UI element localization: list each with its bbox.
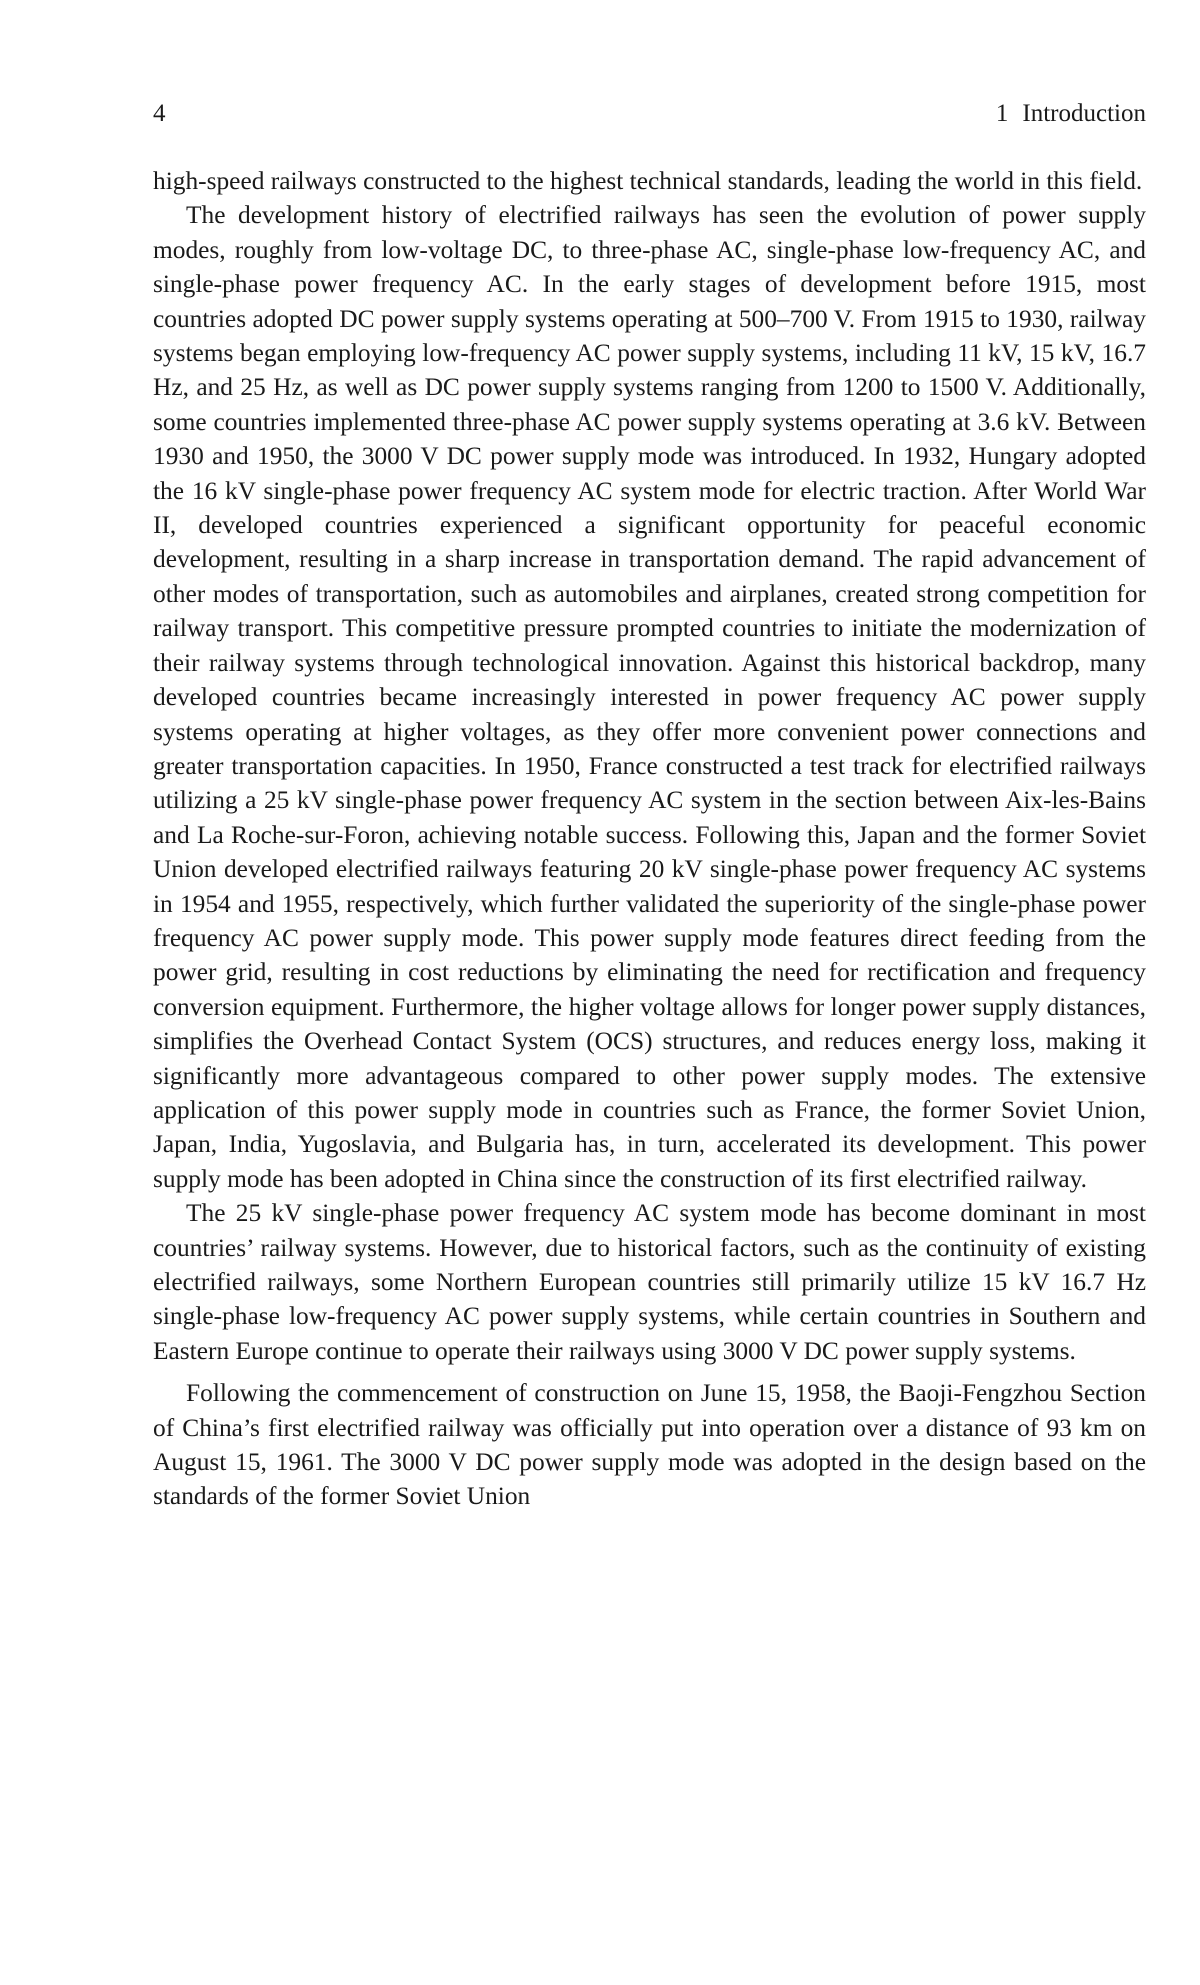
paragraph-continuation: high-speed railways constructed to the highest technical standards, leading the world in this field.	[153, 167, 1143, 195]
paragraph-history: The development history of electrified railways has seen the evolution of power supply modes, roughly from low-voltage DC, to three-phase AC, single-phase low-frequency AC, and single-phase power frequency AC. In the early stages of development before 1915, most countries adopted DC power supply systems operating at 500–700 V. From 1915 to 1930, railway systems began employing low-frequency AC power supply systems, including 11 kV, 15 kV, 16.7 Hz, and 25 Hz, as well as DC power supply systems ranging from 1200 to 1500 V. Additionally, some countries implemented three-phase AC power supply systems operating at 3.6 kV. Between 1930 and 1950, the 3000 V DC power supply mode was introduced. In 1932, Hungary adopted the 16 kV single-phase power frequency AC system mode for electric traction. After World War II, developed countries experienced a significant opportunity for peaceful economic development, resulting in a sharp increase in transportation demand. The rapid advancement of other modes of transportation, such as automobiles and airplanes, created strong competition for railway transport. This competitive pressure prompted countries to initiate the modernization of their railway systems through technological innovation. Against this historical backdrop, many developed countries became increasingly interested in power frequency AC power supply systems operating at higher voltages, as they offer more convenient power connections and greater transportation capacities. In 1950, France constructed a test track for electrified railways utilizing a 25 kV single-phase power frequency AC system in the section between Aix-les-Bains and La Roche-sur-Foron, achieving notable success. Following this, Japan and the former Soviet Union developed electrified railways featuring 20 kV single-phase power frequency AC systems in 1954 and 1955, respectively, which further validated the superiority of the single-phase power frequency AC power supply mode. This power supply mode features direct feeding from the power grid, resulting in cost reductions by eliminating the need for rectification and frequency conversion equipment. Furthermore, the higher voltage allows for longer power supply distances, simplifies the Overhead Contact System (OCS) structures, and reduces energy loss, making it significantly more advantageous compared to other power supply modes. The extensive application of this power supply mode in countries such as France, the former Soviet Union, Japan, India, Yugoslavia, and Bulgaria has, in turn, accelerated its development. This power supply mode has been adopted in China since the construction of its first electrified railway.	[153, 201, 1146, 1193]
chapter-heading	[996, 100, 1146, 128]
running-head	[153, 100, 1146, 140]
book-page	[153, 100, 1146, 1514]
page-number: 4	[153, 100, 166, 127]
paragraph-baoji-fengzhou: Following the commencement of construction on June 15, 1958, the Baoji-Fengzhou Section of China’s first electrified railway was officially put into operation over a distance of 93 km on August 15, 1961. The 3000 V DC power supply mode was adopted in the design based on the standards of the former Soviet Union	[153, 1379, 1146, 1511]
paragraph-dominant-mode: The 25 kV single-phase power frequency AC system mode has become dominant in most countries’ railway systems. However, due to historical factors, such as the continuity of existing electrified railways, some Northern European countries still primarily utilize 15 kV 16.7 Hz single-phase low-frequency AC power supply systems, while certain countries in Southern and Eastern Europe continue to operate their railways using 3000 V DC power supply systems.	[153, 1199, 1146, 1365]
body-text	[153, 164, 1146, 1514]
chapter-number: 1	[995, 100, 1009, 127]
chapter-title: Introduction	[1022, 100, 1146, 127]
